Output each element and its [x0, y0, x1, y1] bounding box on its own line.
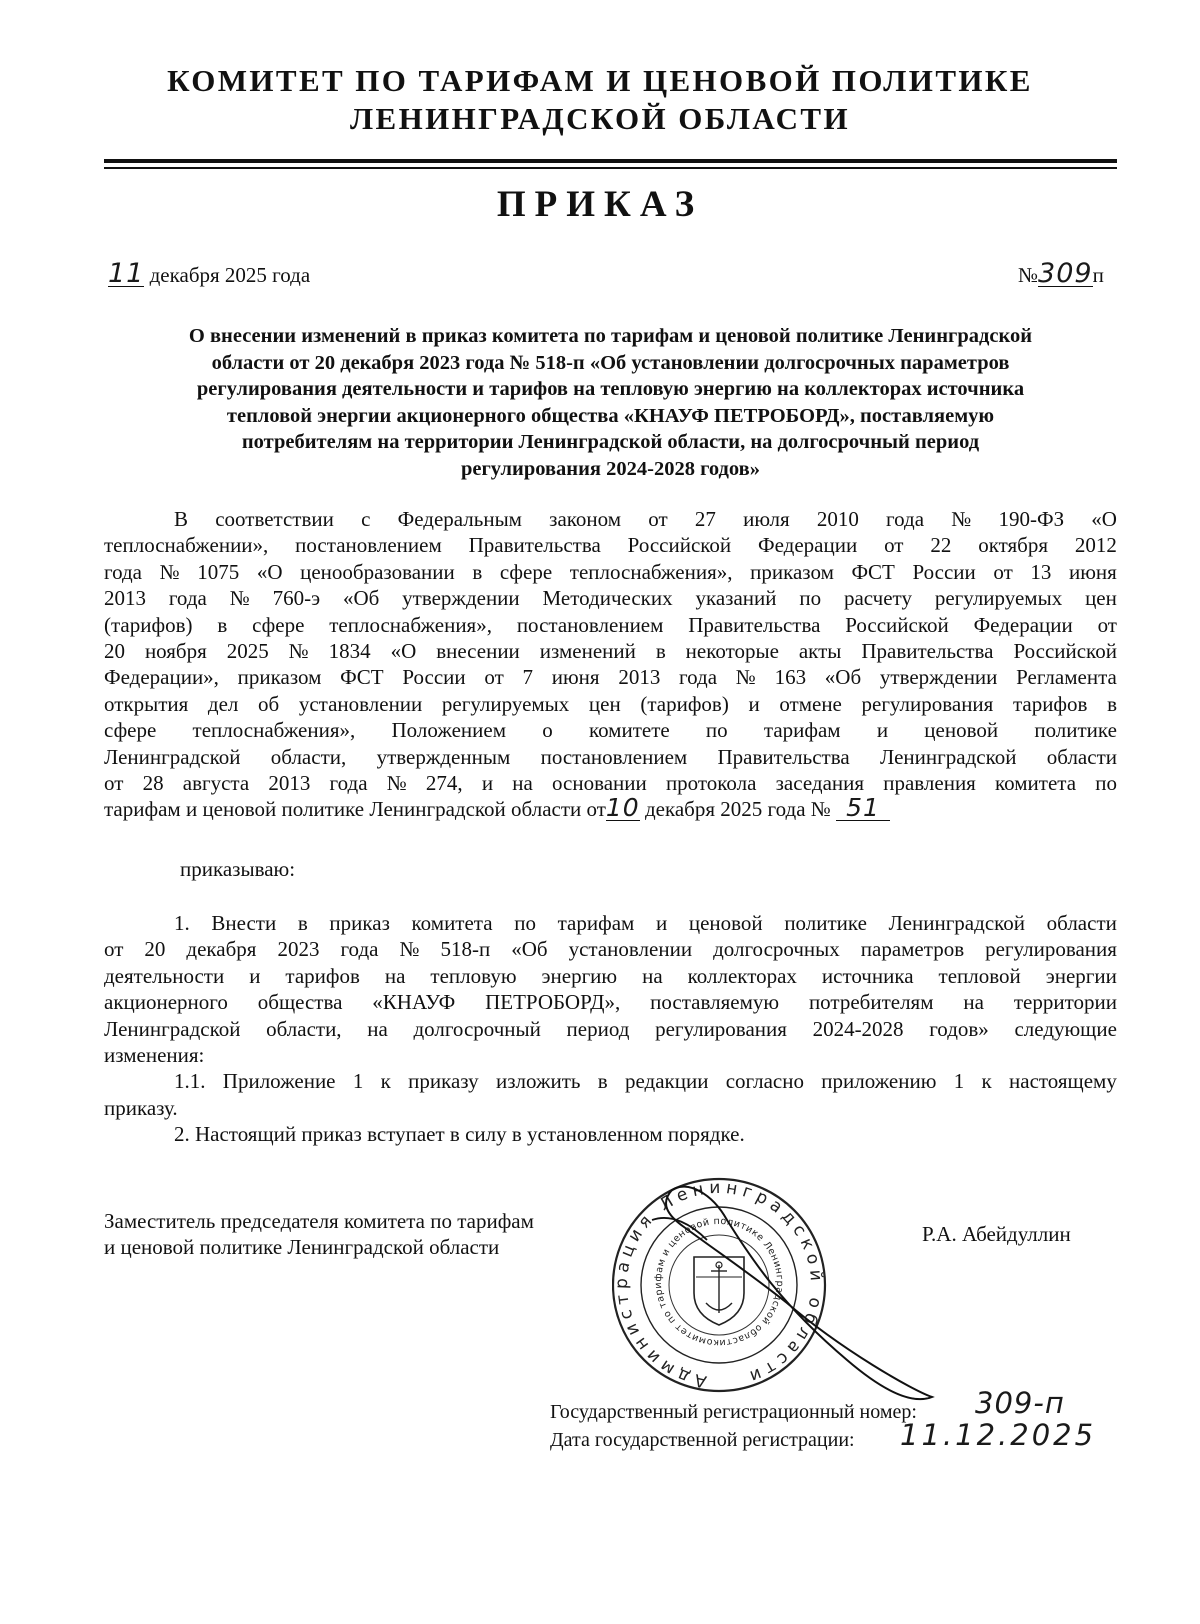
- word: 1: [953, 1069, 965, 1094]
- word: 28: [142, 771, 164, 796]
- word: июня: [551, 665, 600, 690]
- word: Правительства: [468, 533, 601, 558]
- word: года: [168, 586, 207, 611]
- word: года: [886, 507, 925, 531]
- word: по: [799, 586, 822, 611]
- word: 22: [930, 533, 952, 558]
- item-1-1-last-line: приказу.: [104, 1095, 178, 1120]
- word: июля: [743, 507, 790, 531]
- word: Ленинградской: [888, 911, 1026, 935]
- word: в: [1107, 691, 1117, 716]
- word: потребителям: [808, 990, 934, 1015]
- word: 518-п: [440, 937, 491, 962]
- word: ценовой: [688, 911, 763, 935]
- word: приложению: [821, 1069, 937, 1094]
- word: теплоснабжения»,: [192, 718, 356, 743]
- word: 760-э: [272, 586, 321, 611]
- word: соответствии: [215, 507, 334, 531]
- word: установлении: [568, 937, 693, 962]
- seal-outer-text: Администрация Ленинградской области: [612, 1177, 827, 1392]
- word: тарифам: [763, 718, 841, 743]
- word: Положением: [391, 718, 506, 743]
- subject-line: области от 20 декабря 2023 года № 518-п «Об установлении долгосрочных параметров: [211, 351, 1010, 374]
- word: Федерации: [758, 533, 858, 558]
- word: №: [735, 665, 756, 690]
- word: акционерного: [104, 990, 228, 1015]
- word: изложить: [495, 1069, 581, 1094]
- word: общества: [257, 990, 343, 1015]
- word: 20: [104, 639, 125, 664]
- word: регулирования: [861, 691, 994, 716]
- word: и: [481, 771, 494, 796]
- word: 2010: [816, 507, 859, 531]
- preamble-line: [104, 691, 1117, 717]
- subject-line: потребителям на территории Ленинградской области, на долгосрочный период: [241, 431, 980, 453]
- word: теплоснабжения»,: [329, 612, 492, 637]
- item-1-line: [104, 936, 1117, 962]
- word: комитета: [411, 911, 493, 935]
- word: 2012: [1074, 533, 1117, 558]
- word: цен: [588, 691, 621, 716]
- word: области: [1046, 911, 1117, 935]
- word: Правительства: [688, 612, 821, 637]
- word: в: [655, 639, 666, 664]
- word: и: [748, 691, 760, 716]
- word: России: [402, 665, 466, 690]
- word: деятельности: [104, 963, 225, 988]
- word: источника: [821, 963, 914, 988]
- word: период: [566, 1016, 630, 1041]
- word: к: [380, 1069, 391, 1094]
- word: года: [679, 665, 718, 690]
- word: №: [399, 937, 420, 962]
- word: Ленинградской: [880, 744, 1017, 769]
- order-items: [104, 910, 1117, 1148]
- word: 13: [1030, 559, 1052, 584]
- word: России: [912, 559, 976, 584]
- preamble-last-line: [104, 793, 1117, 823]
- subject-line: тепловой энергии акционерного общества «КНАУФ ПЕТРОБОРД», поставляемую: [226, 404, 995, 427]
- word: 2023: [277, 937, 320, 962]
- registration-date-label: Дата государственной регистрации:: [550, 1429, 855, 1451]
- word: приказ: [329, 911, 390, 935]
- word: от: [1097, 612, 1117, 637]
- preamble-line: [104, 744, 1117, 770]
- word: области,: [266, 1016, 342, 1041]
- word: «КНАУФ: [372, 990, 456, 1015]
- registration-number-handwritten: 309-п: [975, 1386, 1065, 1420]
- order-date-rest: декабря 2025 года: [149, 263, 311, 287]
- word: 27: [694, 507, 716, 531]
- word: Российской: [627, 533, 732, 558]
- word: с: [361, 507, 371, 531]
- word: 20: [144, 937, 166, 962]
- word: изменений: [539, 639, 636, 664]
- item-1-line: [104, 1016, 1117, 1042]
- word: Ленинградской: [104, 1016, 241, 1041]
- word: ноября: [144, 639, 207, 664]
- word: указаний: [695, 586, 777, 611]
- word: 190-ФЗ: [998, 507, 1065, 531]
- word: по: [705, 718, 728, 743]
- word: №: [229, 586, 250, 611]
- word: Российской: [1013, 639, 1117, 664]
- word: регулируемых: [441, 691, 570, 716]
- word: постановлением: [540, 744, 688, 769]
- word: сфере: [499, 559, 553, 584]
- word: года: [104, 559, 142, 584]
- word: долгосрочных: [713, 937, 840, 962]
- word: 7: [522, 665, 534, 690]
- protocol-day-handwritten: 10: [605, 793, 640, 823]
- word: ПЕТРОБОРД»,: [485, 990, 621, 1015]
- word: политике: [1034, 718, 1117, 743]
- order-date-day-handwritten: 11: [108, 258, 145, 289]
- word: энергию: [541, 963, 618, 988]
- word: территории: [1013, 990, 1117, 1015]
- word: комитета: [995, 771, 1077, 796]
- word: Федерации»,: [104, 665, 219, 690]
- word: августа: [182, 771, 250, 796]
- word: правления: [883, 771, 976, 796]
- item-1-line: [104, 910, 1117, 936]
- preamble-line: [104, 532, 1117, 558]
- word: утверждении: [402, 586, 520, 611]
- word: года: [329, 771, 368, 796]
- order-number-suffix: п: [1092, 263, 1104, 287]
- word: года: [340, 937, 379, 962]
- word: согласно: [725, 1069, 804, 1094]
- word: (тарифов): [104, 612, 193, 637]
- organization-title-line-2: ЛЕНИНГРАДСКОЙ ОБЛАСТИ: [350, 101, 850, 136]
- registration-labels: [550, 1398, 917, 1454]
- word: 1.1.: [174, 1069, 206, 1094]
- order-number-handwritten: 309: [1038, 258, 1093, 289]
- header-divider-thin: [104, 167, 1117, 169]
- word: и: [249, 963, 261, 988]
- protocol-number-handwritten: 51: [836, 796, 890, 821]
- word: акты: [798, 639, 842, 664]
- organization-title: [0, 62, 1200, 138]
- word: отмене: [779, 691, 842, 716]
- word: поставляемую: [650, 990, 780, 1015]
- word: на: [384, 963, 406, 988]
- preamble-last-line-start: тарифам и ценовой политике Ленинградской области от: [104, 797, 606, 822]
- order-number-prefix: №: [1018, 263, 1039, 287]
- document-type: ПРИКАЗ: [496, 184, 704, 225]
- word: утвержденным: [376, 744, 511, 769]
- word: на: [642, 963, 663, 988]
- organization-title-line-1: КОМИТЕТ ПО ТАРИФАМ И ЦЕНОВОЙ ПОЛИТИКЕ: [167, 63, 1033, 98]
- preamble-line: [104, 559, 1117, 585]
- word: постановлением: [516, 612, 664, 637]
- word: постановлением: [295, 533, 442, 558]
- item-1-line: [104, 963, 1117, 989]
- word: заседания: [775, 771, 865, 796]
- order-number: [1018, 258, 1104, 289]
- word: открытия: [104, 691, 189, 716]
- word: 163: [774, 665, 807, 690]
- word: годов»: [929, 1016, 989, 1041]
- preamble-line: [104, 638, 1117, 664]
- word: 2013: [268, 771, 311, 796]
- order-date: [108, 258, 311, 289]
- word: Приложение: [222, 1069, 336, 1094]
- word: Ленинградской: [104, 744, 241, 769]
- word: Методических: [542, 586, 673, 611]
- preamble-line: [104, 612, 1117, 638]
- subject-line: регулирования 2024-2028 годов»: [460, 457, 760, 480]
- word: Внести: [211, 911, 277, 935]
- word: сфере: [104, 718, 157, 743]
- word: 2025: [226, 639, 269, 664]
- word: приказом: [750, 559, 834, 584]
- word: теплоснабжении»,: [104, 533, 269, 558]
- word: области,: [270, 744, 347, 769]
- word: протокола: [665, 771, 757, 796]
- word: Федеральным: [397, 507, 522, 531]
- word: тарифам: [557, 911, 635, 935]
- preamble-line: [104, 585, 1117, 611]
- word: ФСТ: [851, 559, 895, 584]
- word: приказу: [408, 1069, 479, 1094]
- word: комитете: [588, 718, 670, 743]
- word: некоторые: [685, 639, 779, 664]
- preamble-last-line-mid: декабря 2025 года №: [644, 797, 831, 822]
- word: №: [386, 771, 407, 796]
- word: на: [367, 1016, 388, 1041]
- word: политике: [784, 911, 867, 935]
- word: энергии: [1045, 963, 1117, 988]
- word: приказом: [237, 665, 322, 690]
- word: от: [104, 771, 124, 796]
- word: тепловой: [938, 963, 1021, 988]
- word: октября: [978, 533, 1049, 558]
- word: и: [876, 718, 889, 743]
- word: декабря: [186, 937, 257, 962]
- word: регулируемых: [934, 586, 1063, 611]
- subject-line: О внесении изменений в приказ комитета по тарифам и ценовой политике Ленинградской: [188, 325, 1033, 347]
- word: основании: [552, 771, 647, 796]
- item-1-line: [104, 989, 1117, 1015]
- word: 1075: [197, 559, 240, 584]
- word: теплоснабжения»,: [569, 559, 733, 584]
- word: (тарифов): [640, 691, 729, 716]
- word: сфере: [252, 612, 305, 637]
- word: на: [512, 771, 533, 796]
- word: 2013: [618, 665, 661, 690]
- word: редакции: [624, 1069, 709, 1094]
- word: параметров: [860, 937, 965, 962]
- preamble-line: [104, 664, 1117, 690]
- word: следующие: [1014, 1016, 1117, 1041]
- word: о: [542, 718, 553, 743]
- word: расчету: [843, 586, 912, 611]
- preamble-line: [104, 717, 1117, 743]
- word: «Об: [342, 586, 380, 611]
- word: от: [104, 937, 124, 962]
- word: к: [981, 1069, 992, 1094]
- word: 2024-2028: [812, 1016, 904, 1041]
- word: Федерации: [973, 612, 1073, 637]
- word: №: [951, 507, 972, 531]
- word: от: [993, 559, 1013, 584]
- signer-name: Р.А. Абейдуллин: [922, 1222, 1071, 1246]
- signer-title-line-2: и ценовой политике Ленинградской области: [104, 1235, 500, 1259]
- registration-number-label: Государственный регистрационный номер:: [550, 1401, 917, 1423]
- word: 1834: [328, 639, 371, 664]
- registration-date-handwritten: 11.12.2025: [900, 1418, 1097, 1452]
- word: Регламента: [1016, 665, 1117, 690]
- word: области: [1046, 744, 1117, 769]
- signer-title: [104, 1208, 534, 1260]
- word: В: [174, 507, 189, 531]
- word: в: [472, 559, 483, 584]
- item-1-last-line: изменения:: [104, 1043, 205, 1068]
- word: июня: [1068, 559, 1117, 584]
- word: в: [217, 612, 228, 637]
- official-seal-stamp: [612, 1165, 992, 1425]
- word: коллекторах: [687, 963, 797, 988]
- word: настоящему: [1009, 1069, 1117, 1094]
- word: ценообразовании: [300, 559, 455, 584]
- word: тарифов: [1012, 691, 1088, 716]
- preamble-line: [104, 506, 1117, 532]
- seal-inner-text: комитет по тарифам и ценовой политике Ленинградской области: [652, 1215, 786, 1349]
- word: дел: [207, 691, 239, 716]
- word: в: [297, 911, 308, 935]
- word: от: [648, 507, 668, 531]
- word: 274,: [425, 771, 463, 796]
- word: ФСТ: [340, 665, 384, 690]
- word: от: [484, 665, 504, 690]
- order-subject: [104, 323, 1117, 482]
- order-word: приказываю:: [180, 857, 296, 881]
- word: «О: [390, 639, 417, 664]
- word: долгосрочный: [413, 1016, 541, 1041]
- item-1-1-line: [104, 1068, 1117, 1094]
- word: в: [597, 1069, 608, 1094]
- word: внесении: [436, 639, 520, 664]
- word: тепловую: [430, 963, 517, 988]
- word: «О: [1091, 507, 1117, 531]
- word: и: [655, 911, 668, 935]
- word: «О: [256, 559, 283, 584]
- word: «Об: [511, 937, 548, 962]
- word: по: [514, 911, 536, 935]
- word: утверждении: [879, 665, 998, 690]
- word: Российской: [845, 612, 949, 637]
- word: регулирования: [985, 937, 1117, 962]
- coat-of-arms-icon: [694, 1257, 744, 1325]
- word: «Об: [824, 665, 862, 690]
- word: ценовой: [924, 718, 999, 743]
- word: законом: [549, 507, 622, 531]
- word: цен: [1085, 586, 1117, 611]
- word: 1: [352, 1069, 364, 1094]
- header-divider-thick: [104, 159, 1117, 163]
- word: регулирования: [655, 1016, 787, 1041]
- word: Правительства: [861, 639, 994, 664]
- word: №: [288, 639, 309, 664]
- word: тарифов: [285, 963, 360, 988]
- signer-title-line-1: Заместитель председателя комитета по тарифам: [104, 1209, 534, 1233]
- word: Правительства: [717, 744, 850, 769]
- word: 1.: [174, 911, 190, 935]
- word: установлении: [298, 691, 423, 716]
- word: №: [159, 559, 180, 584]
- word: об: [258, 691, 280, 716]
- item-2: 2. Настоящий приказ вступает в силу в установленном порядке.: [174, 1122, 745, 1147]
- preamble-paragraph: [104, 506, 1117, 823]
- word: по: [1095, 771, 1117, 796]
- word: на: [963, 990, 984, 1015]
- word: 2013: [104, 586, 146, 611]
- word: от: [884, 533, 904, 558]
- subject-line: регулирования деятельности и тарифов на тепловую энергию на коллекторах источника: [196, 378, 1025, 400]
